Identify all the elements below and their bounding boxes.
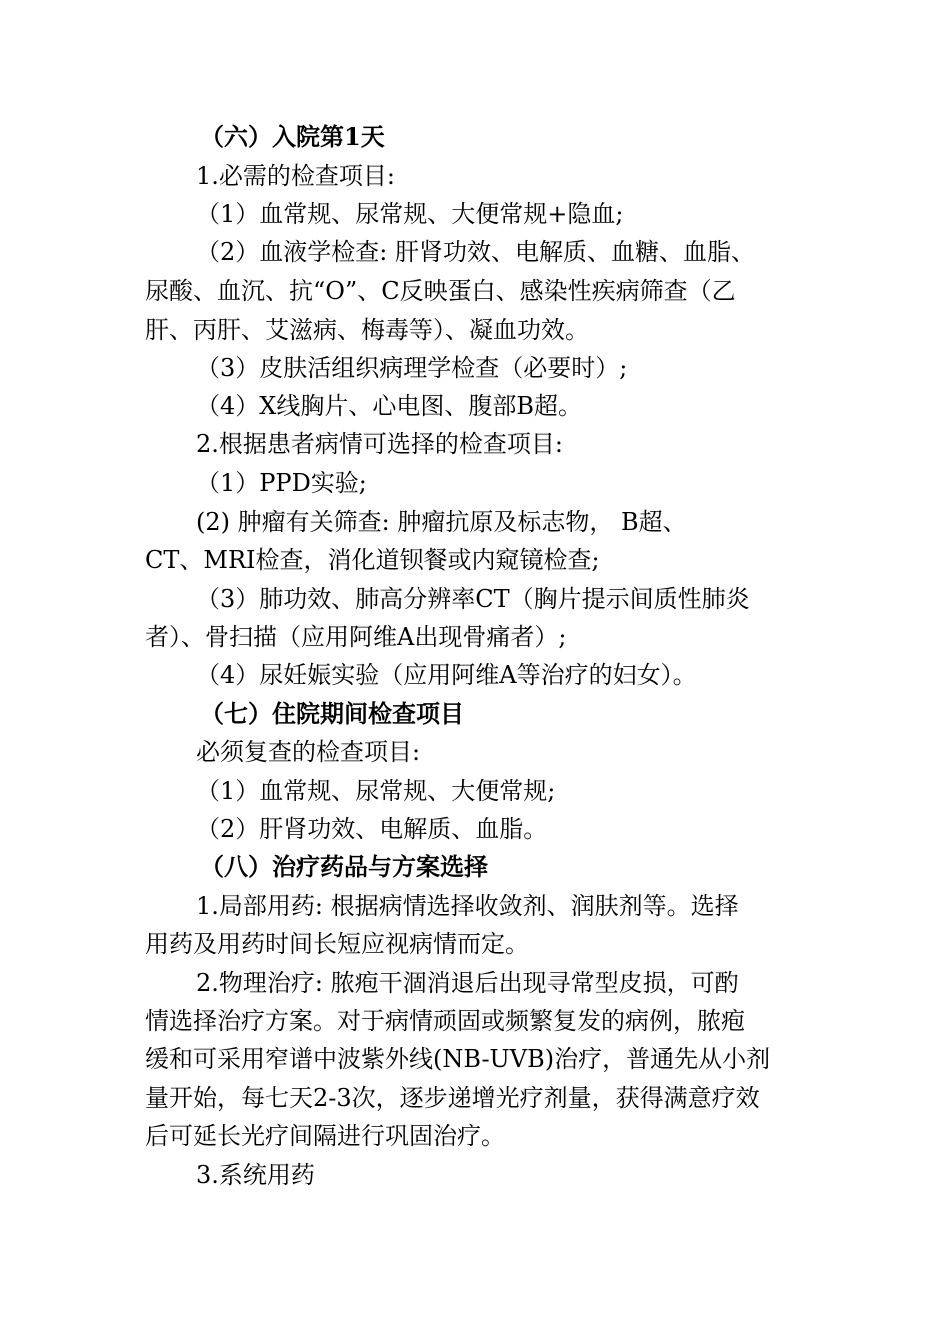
section-heading-treatment: （八）治疗药品与方案选择 [200,852,488,881]
recheck-test-item-2: （2）肝肾功效、电解质、血脂。 [196,815,548,843]
required-tests-heading: 1.必需的检查项目: [196,162,395,190]
treatment-paragraph-2-cont: 后可延长光疗间隔进行巩固治疗。 [145,1122,505,1150]
treatment-paragraph-2-cont: 量开始，每七天2-3次，逐步递增光疗剂量，获得满意疗效 [145,1084,760,1112]
treatment-paragraph-2: 2.物理治疗: 脓疱干涸消退后出现寻常型皮损，可酌 [196,969,739,997]
treatment-paragraph-2-cont: 情选择治疗方案。对于病情顽固或频繁复发的病例，脓疱 [145,1007,745,1035]
optional-tests-heading: 2.根据患者病情可选择的检查项目: [196,430,563,458]
recheck-test-item-1: （1）血常规、尿常规、大便常规; [196,777,556,805]
optional-test-item-3: （3）肺功效、肺高分辨率CT（胸片提示间质性肺炎 [196,585,750,613]
optional-test-item-2: (2) 肿瘤有关筛查: 肿瘤抗原及标志物， B超、 [196,508,687,536]
required-test-item-1: （1）血常规、尿常规、大便常规+隐血; [196,200,624,228]
section-heading-hospitalization-tests: （七）住院期间检查项目 [200,699,464,728]
recheck-tests-heading: 必须复查的检查项目: [196,738,421,766]
treatment-paragraph-1-cont: 用药及用药时间长短应视病情而定。 [145,930,529,958]
required-test-item-2-cont: 肝、丙肝、艾滋病、梅毒等）、凝血功效。 [145,316,589,344]
optional-test-item-2-cont: CT、MRI检查，消化道钡餐或内窥镜检查; [145,546,600,574]
required-test-item-2-cont: 尿酸、血沉、抗“O”、C反映蛋白、感染性疾病筛查（乙 [145,277,736,305]
section-heading-admission-day-1: （六）入院第1天 [200,122,385,151]
required-test-item-2: （2）血液学检查: 肝肾功效、电解质、血糖、血脂、 [196,238,755,266]
optional-test-item-4: （4）尿妊娠实验（应用阿维A等治疗的妇女）。 [196,661,697,689]
required-test-item-4: （4）X线胸片、心电图、腹部B超。 [196,392,582,420]
required-test-item-3: （3）皮肤活组织病理学检查（必要时）; [196,354,628,382]
treatment-paragraph-3: 3.系统用药 [196,1161,315,1189]
optional-test-item-3-cont: 者）、骨扫描（应用阿维A出现骨痛者）; [145,623,567,651]
treatment-paragraph-1: 1.局部用药: 根据病情选择收敛剂、润肤剂等。选择 [196,892,739,920]
treatment-paragraph-2-cont: 缓和可采用窄谱中波紫外线(NB-UVB)治疗，普通先从小剂 [145,1045,771,1073]
optional-test-item-1: （1）PPD实验; [196,469,367,497]
